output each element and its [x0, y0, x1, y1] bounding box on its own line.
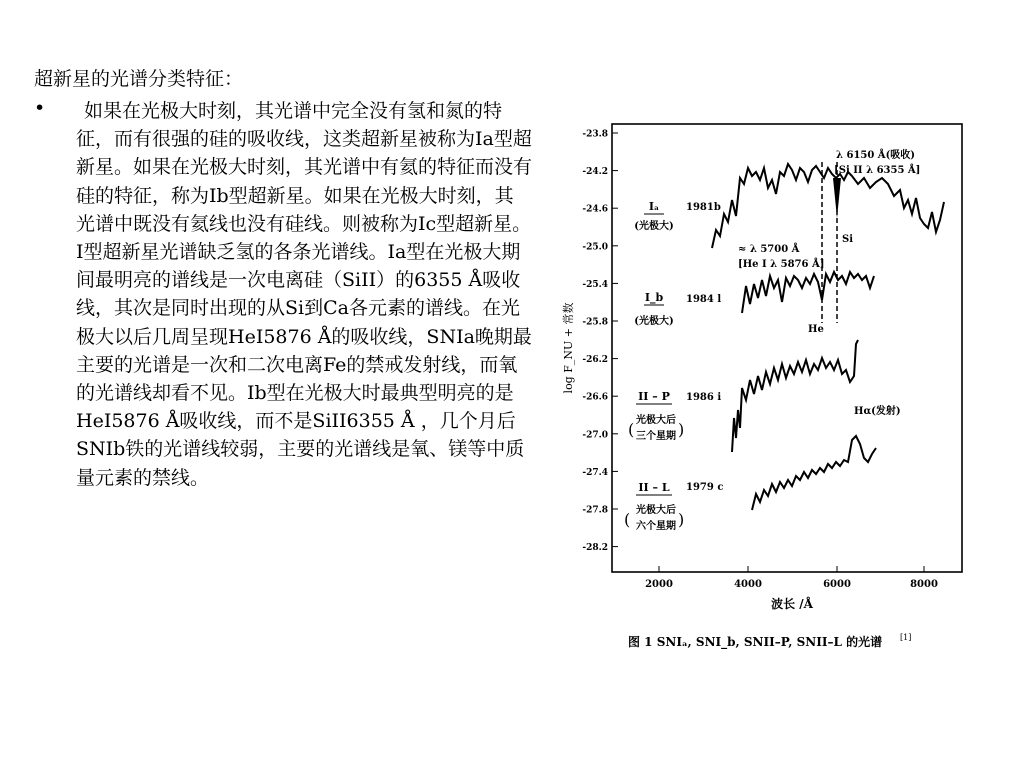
x-tick-label: 4000	[734, 579, 762, 590]
bullet-marker: •	[34, 97, 46, 119]
spectrum-label-iil	[624, 481, 723, 532]
y-tick-label: -26.6	[582, 392, 608, 403]
y-tick-label: -25.0	[582, 242, 608, 253]
slide-title: 超新星的光谱分类特征：	[34, 68, 244, 90]
y-tick-label: -24.2	[582, 167, 608, 178]
type-iil: II – L	[638, 481, 670, 494]
paren-right-iil: )	[678, 510, 685, 529]
y-tick-label: -27.8	[582, 505, 608, 516]
spectra-figure	[552, 118, 972, 658]
y-tick-label: -27.0	[582, 430, 608, 441]
year-iil: 1979 c	[686, 482, 724, 493]
desc-ia: (光极大)	[634, 221, 674, 232]
y-tick-label: -24.6	[582, 204, 608, 215]
si-absorption-fill	[833, 178, 841, 218]
desc-iil: 光极大后	[636, 505, 676, 516]
paren-right-iip: )	[678, 420, 685, 439]
paren-left-iip: (	[628, 420, 635, 439]
x-axis-ticks	[645, 566, 938, 590]
type-ia: Iₐ	[648, 200, 660, 213]
figure-caption-ref: [1]	[900, 633, 912, 642]
desc2-iil: 六个星期	[636, 521, 676, 532]
spectrum-ib-curve	[742, 272, 874, 313]
spectrum-iil-curve	[752, 436, 876, 510]
paren-left-iil: (	[624, 510, 631, 529]
he-short-label: He	[808, 324, 824, 335]
x-axis-label: 波长 /Å	[771, 597, 813, 611]
y-axis-label: log F_NU + 常数	[562, 302, 575, 394]
spectrum-label-iip	[628, 390, 721, 442]
spectrum-label-ia	[634, 200, 721, 232]
x-tick-label: 6000	[823, 579, 851, 590]
year-ib: 1984 l	[686, 294, 722, 305]
spectrum-iip-curve	[732, 340, 858, 452]
y-tick-label: -25.8	[582, 317, 608, 328]
y-tick-label: -26.2	[582, 355, 608, 366]
si-short-label: Si	[842, 234, 854, 245]
year-iip: 1986 i	[686, 392, 722, 403]
year-ia: 1981b	[686, 202, 721, 213]
y-tick-label: -27.4	[582, 467, 608, 478]
figure-caption: 图 1 SNIₐ, SNI_b, SNII–P, SNII–L 的光谱	[628, 635, 883, 649]
he-ident-label: [He I λ 5876 Å]	[738, 259, 825, 270]
type-iip: II – P	[638, 390, 670, 403]
y-tick-label: -23.8	[582, 129, 608, 140]
body-paragraph: 如果在光极大时刻，其光谱中完全没有氢和氮的特征，而有很强的硅的吸收线，这类超新星被称为Ia型超新星。如果在光极大时刻，其光谱中有氦的特征而没有硅的特征，称为Ib型超新星。如果在光极大时刻，其光谱中既没有氦线也没有硅线。则被称为Ic型超新星。I型超新星光谱缺乏氢的各条光谱线。Ia型在光极大期间最明亮的谱线是一次电离硅（SiII）的6355 Å吸收线，其次是同时出现的从Si到Ca各元素的谱线。在光极大以后几周呈现HeI5876 Å的吸收线，SNIa晚期最主要的光谱是一次和二次电离Fe的禁戒发射线，而氧的光谱线却看不见。Ib型在光极大时最典型明亮的是HeI5876 Å吸收线，而不是SiII6355 Å ，几个月后SNIb铁的光谱线较弱，主要的光谱线是氧、镁等中质量元素的禁线。	[76, 100, 533, 489]
desc2-iip: 三个星期	[636, 431, 676, 442]
y-tick-label: -28.2	[582, 543, 608, 554]
spectrum-ia-curve	[712, 164, 944, 248]
x-tick-label: 8000	[910, 579, 938, 590]
halpha-label: Hα(发射)	[854, 406, 901, 417]
spectrum-label-ib	[634, 291, 721, 327]
x-tick-label: 2000	[645, 579, 673, 590]
si-ident-label: [Si II λ 6355 Å]	[834, 165, 921, 176]
y-tick-label: -25.4	[582, 279, 608, 290]
spectra-plot	[552, 118, 972, 658]
he-line-label: ≈ λ 5700 Å	[738, 244, 800, 255]
si-line-label: λ 6150 Å(吸收)	[836, 150, 916, 161]
desc-iip: 光极大后	[636, 415, 676, 426]
type-ib: I_b	[644, 291, 664, 304]
desc-ib: (光极大)	[634, 316, 674, 327]
